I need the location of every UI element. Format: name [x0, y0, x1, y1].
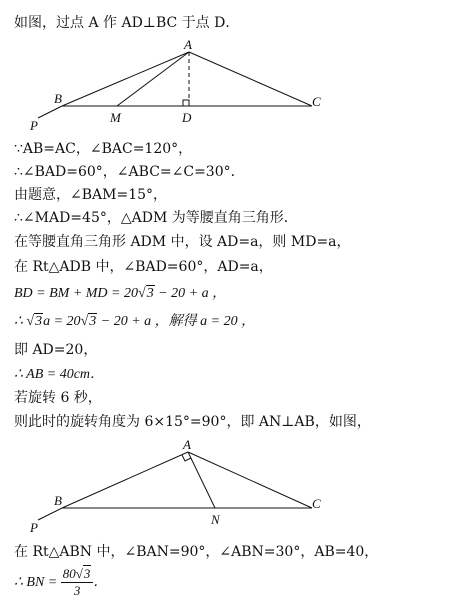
figure-2-triangle: [0, 438, 475, 538]
text-line-7-formula: BD = BM + MD = 20√3 − 20 + a ，: [14, 286, 227, 301]
text-line-5: 在等腰直角三角形 ADM 中，设 AD=a，则 MD=a，: [14, 234, 351, 250]
label-C: C: [312, 94, 321, 109]
label-B: B: [54, 91, 62, 106]
label-D: D: [182, 110, 192, 125]
text-line-13: 在 Rt△ABN 中，∠BAN=90°，∠ABN=30°，AB=40，: [14, 544, 379, 560]
text-line-14-formula: ∴ BN = $\frac{80√3}{3}$ ．: [14, 566, 108, 599]
text-line-10: ∴ AB = 40cm．: [14, 367, 105, 382]
text-line-6: 在 Rt△ADB 中，∠BAD=60°，AD=a，: [14, 259, 273, 275]
label-N: N: [211, 512, 220, 527]
text-line-3: 由题意，∠BAM=15°，: [14, 187, 168, 203]
text-line-1: ∵AB=AC，∠BAC=120°，: [14, 141, 193, 157]
figure-1-triangle: [0, 36, 475, 136]
text-line-9: 即 AD=20，: [14, 342, 98, 358]
text-line-intro: 如图，过点 A 作 AD⊥BC 于点 D．: [14, 15, 240, 31]
label-P: P: [30, 520, 38, 535]
text-line-8-formula: ∴ √3a = 20√3 − 20 + a ，解得 a = 20 ，: [14, 314, 256, 329]
text-line-11: 若旋转 6 秒，: [14, 390, 102, 406]
label-A: A: [183, 438, 191, 452]
label-A: A: [184, 37, 192, 52]
text-line-2: ∴∠BAD=60°，∠ABC=∠C=30°．: [14, 164, 245, 180]
text-line-4: ∴∠MAD=45°，△ADM 为等腰直角三角形．: [14, 210, 298, 226]
label-B: B: [54, 493, 62, 508]
label-C: C: [312, 496, 321, 511]
label-P: P: [30, 118, 38, 133]
label-M: M: [110, 110, 121, 125]
text-line-12: 则此时的旋转角度为 6×15°=90°，即 AN⊥AB，如图，: [14, 414, 371, 430]
